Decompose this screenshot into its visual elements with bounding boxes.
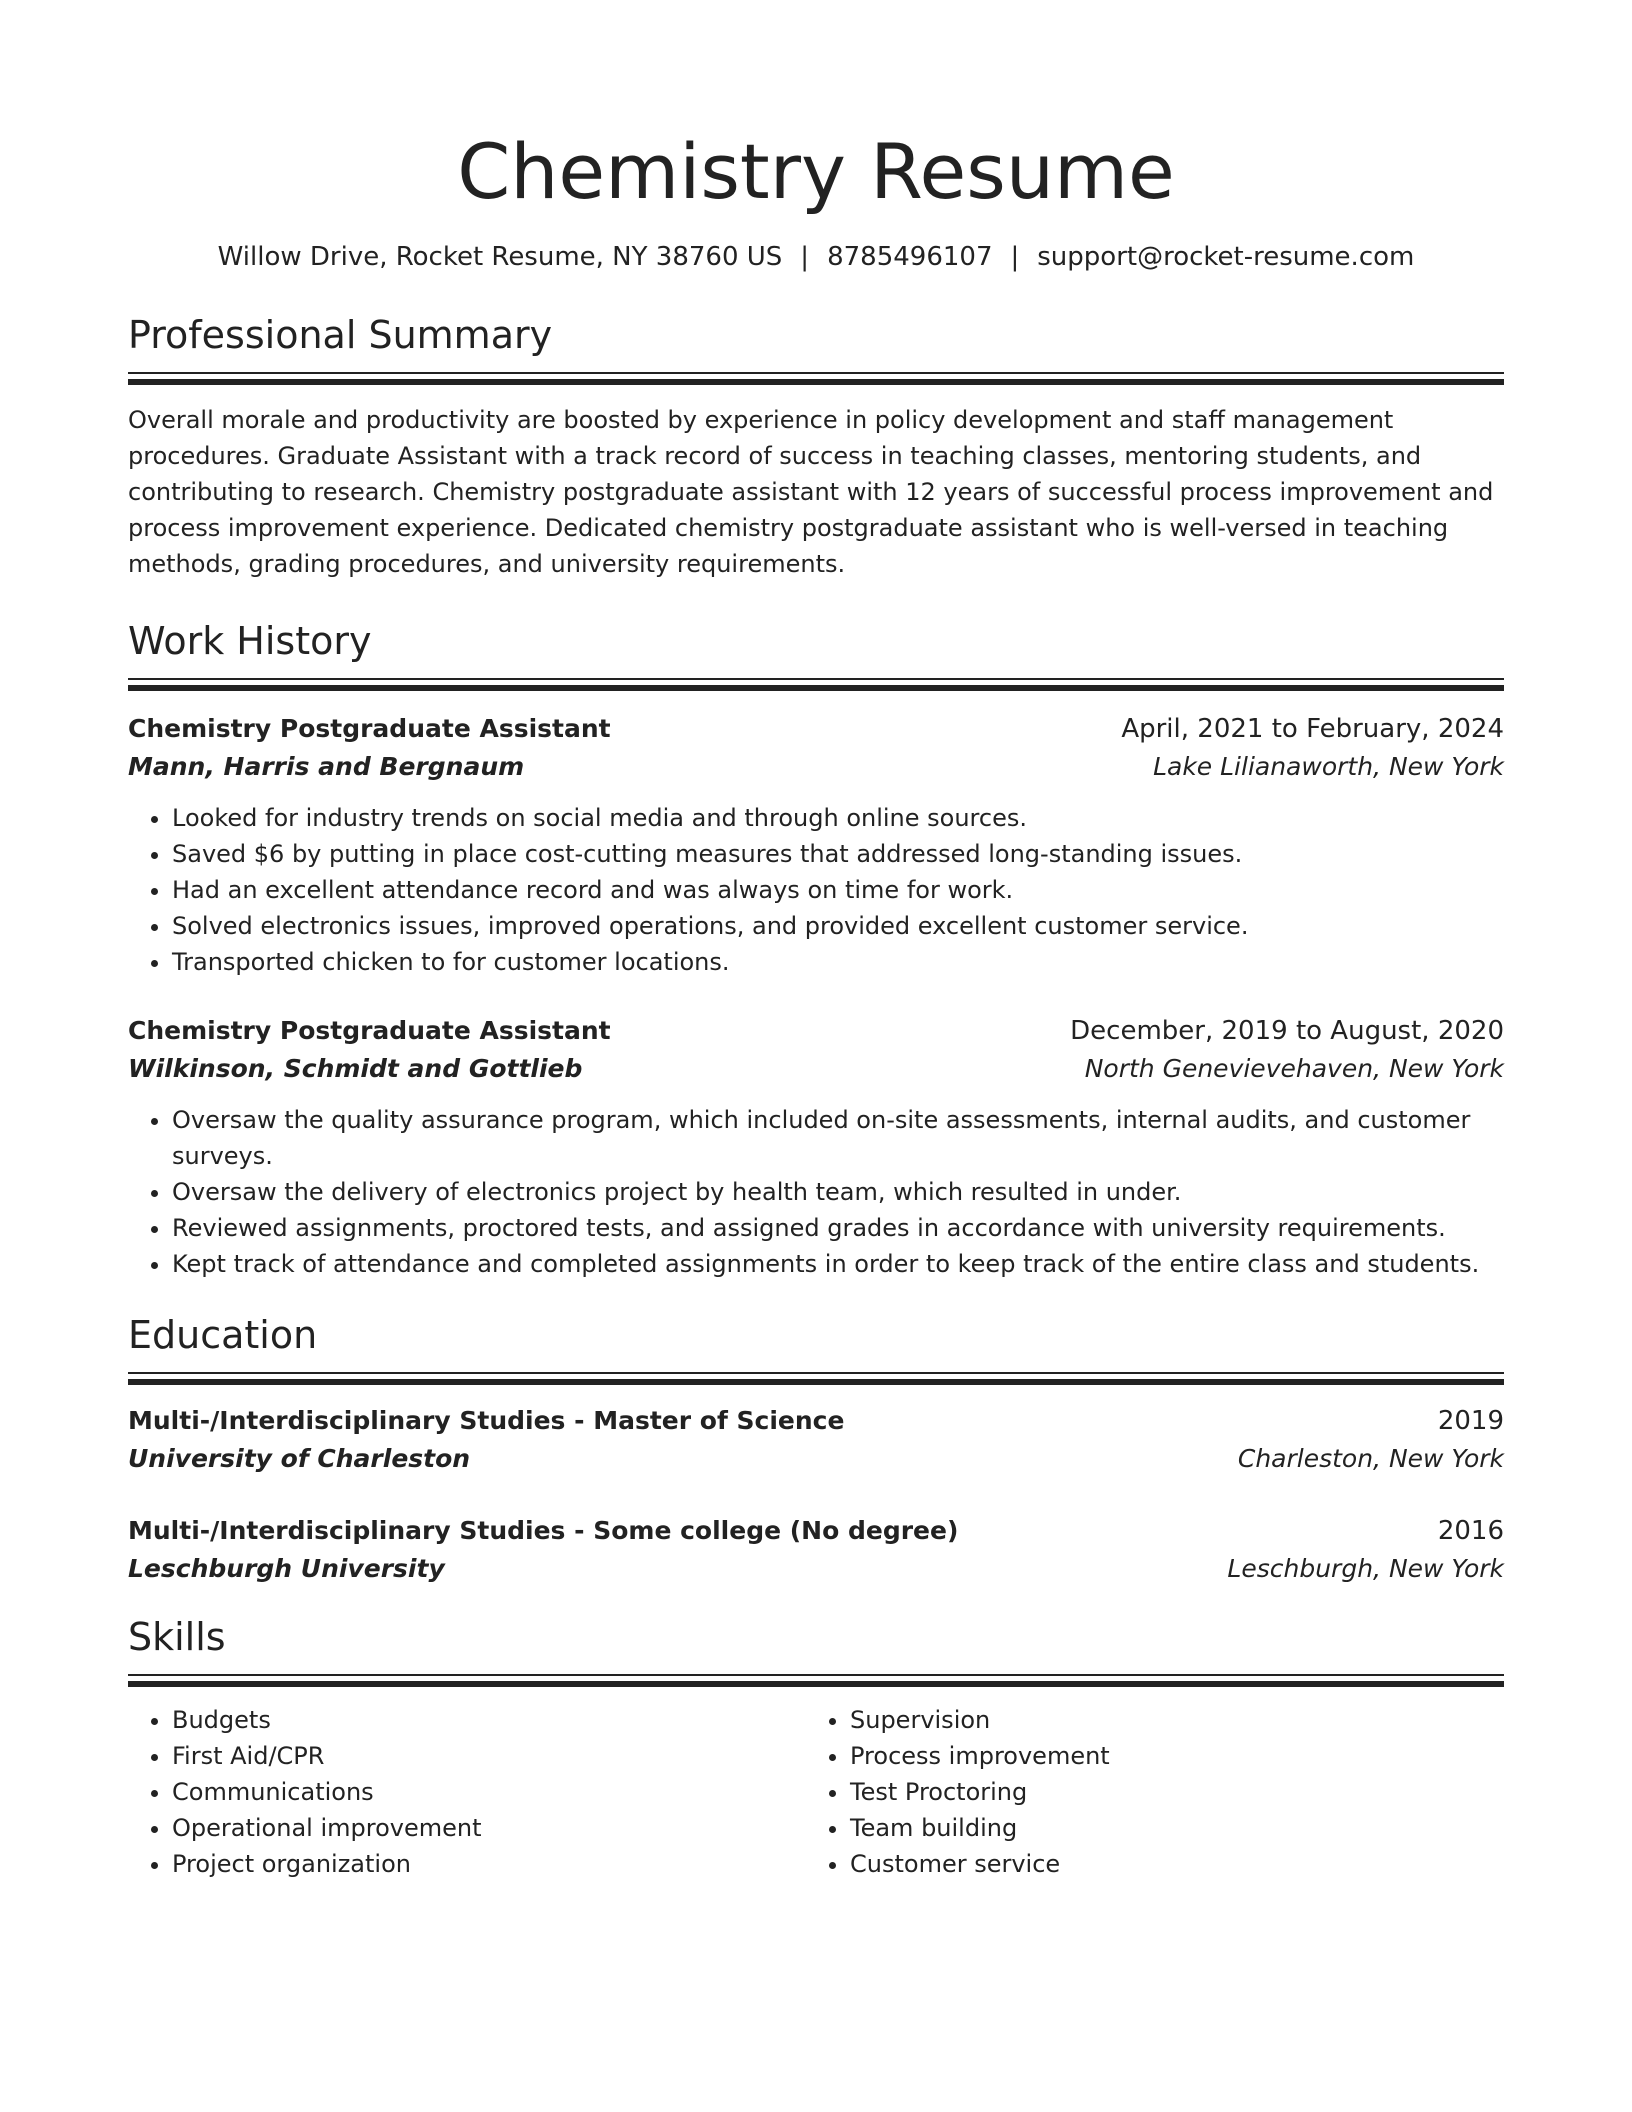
skills-section bbox=[128, 1612, 1504, 1882]
resume-page bbox=[128, 0, 1504, 1882]
list-item: • Oversaw the delivery of electronics project by health team, which resulted in under. bbox=[172, 1174, 1504, 1210]
list-item: • Test Proctoring bbox=[850, 1774, 1484, 1810]
job-title: Chemistry Postgraduate Assistant bbox=[128, 1016, 611, 1045]
education-location: Charleston, New York bbox=[1237, 1444, 1504, 1473]
section-divider bbox=[128, 372, 1504, 386]
education-entry bbox=[128, 1402, 1504, 1478]
job-title: Chemistry Postgraduate Assistant bbox=[128, 714, 611, 743]
work-heading: Work History bbox=[128, 619, 372, 663]
job-location: Lake Lilianaworth, New York bbox=[1153, 752, 1504, 781]
education-school: Leschburgh University bbox=[128, 1554, 445, 1583]
skills-columns bbox=[128, 1702, 1504, 1882]
page-title: Chemistry Resume bbox=[457, 127, 1175, 216]
list-item: • Solved electronics issues, improved operations, and provided excellent customer service. bbox=[172, 908, 1504, 944]
skills-list-right bbox=[806, 1702, 1484, 1882]
education-degree: Multi-/Interdisciplinary Studies - Master of Science bbox=[128, 1406, 845, 1435]
list-item: • Project organization bbox=[172, 1846, 806, 1882]
list-item: • Saved $6 by putting in place cost-cutting measures that addressed long-standing issues. bbox=[172, 836, 1504, 872]
contact-line bbox=[128, 240, 1504, 274]
list-item: • Operational improvement bbox=[172, 1810, 806, 1846]
job-location: North Genevievehaven, New York bbox=[1084, 1054, 1504, 1083]
summary-text: Overall morale and productivity are boosted by experience in policy development and staff management procedures. Graduate Assistant with a track record of success in teaching classes, mentoring students, and contributing to research. Chemistry postgraduate assistant with 12 years of successful process improvement and process improvement experience. Dedicated chemistry postgraduate assistant who is well-versed in teaching methods, grading procedures, and university requirements. bbox=[128, 406, 1494, 578]
list-item: • Communications bbox=[172, 1774, 806, 1810]
contact-email: support@rocket-resume.com bbox=[1037, 242, 1415, 272]
job-bullets bbox=[128, 800, 1504, 980]
job-company: Mann, Harris and Bergnaum bbox=[128, 752, 525, 781]
summary-heading: Professional Summary bbox=[128, 313, 553, 357]
job-dates: December, 2019 to August, 2020 bbox=[1070, 1016, 1504, 1046]
skills-heading: Skills bbox=[128, 1615, 226, 1659]
list-item: • Kept track of attendance and completed assignments in order to keep track of the entire class and students. bbox=[172, 1246, 1504, 1282]
education-school: University of Charleston bbox=[128, 1444, 471, 1473]
section-divider bbox=[128, 1674, 1504, 1688]
list-item: • Transported chicken to for customer locations. bbox=[172, 944, 1504, 980]
job-entry bbox=[128, 1012, 1504, 1282]
skills-list-left bbox=[128, 1702, 806, 1882]
list-item: • Customer service bbox=[850, 1846, 1484, 1882]
contact-address: Willow Drive, Rocket Resume, NY 38760 US bbox=[217, 242, 783, 272]
education-entry bbox=[128, 1512, 1504, 1588]
job-bullets bbox=[128, 1102, 1504, 1282]
contact-phone: 8785496107 bbox=[827, 242, 993, 272]
list-item: • Supervision bbox=[850, 1702, 1484, 1738]
list-item: • Oversaw the quality assurance program, which included on-site assessments, internal audits, and customer surveys. bbox=[172, 1102, 1504, 1174]
job-company: Wilkinson, Schmidt and Gottlieb bbox=[128, 1054, 583, 1083]
education-section bbox=[128, 1310, 1504, 1588]
list-item: • Process improvement bbox=[850, 1738, 1484, 1774]
work-section bbox=[128, 616, 1504, 1282]
education-year: 2019 bbox=[1437, 1406, 1504, 1436]
education-year: 2016 bbox=[1437, 1516, 1504, 1546]
section-divider bbox=[128, 678, 1504, 692]
list-item: • Looked for industry trends on social media and through online sources. bbox=[172, 800, 1504, 836]
education-degree: Multi-/Interdisciplinary Studies - Some college (No degree) bbox=[128, 1516, 959, 1545]
job-dates: April, 2021 to February, 2024 bbox=[1121, 714, 1504, 744]
education-heading: Education bbox=[128, 1313, 318, 1357]
summary-section bbox=[128, 310, 1504, 582]
education-location: Leschburgh, New York bbox=[1227, 1554, 1504, 1583]
list-item: • First Aid/CPR bbox=[172, 1738, 806, 1774]
list-item: • Budgets bbox=[172, 1702, 806, 1738]
list-item: • Team building bbox=[850, 1810, 1484, 1846]
list-item: • Had an excellent attendance record and was always on time for work. bbox=[172, 872, 1504, 908]
list-item: • Reviewed assignments, proctored tests, and assigned grades in accordance with university requirements. bbox=[172, 1210, 1504, 1246]
section-divider bbox=[128, 1372, 1504, 1386]
contact-separator: | bbox=[1010, 242, 1020, 272]
job-entry bbox=[128, 710, 1504, 980]
contact-separator: | bbox=[800, 242, 810, 272]
